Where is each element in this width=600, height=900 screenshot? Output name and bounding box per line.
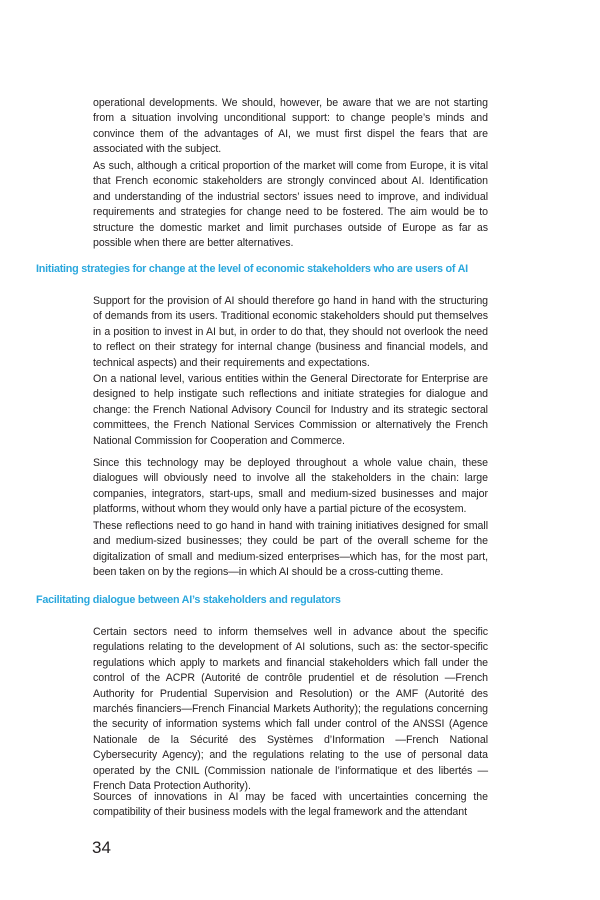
paragraph-training-initiatives: These reflections need to go hand in hand with training initiatives designed for small and medium-sized businesses; they could be part of the overall scheme for the digitalization of small and medium-sized enterprises—which has, for the most part, been taken on by the regions—in which AI should be a cross-cutting theme. — [93, 520, 488, 579]
paragraph-regulations: Certain sectors need to inform themselves well in advance about the specific regulations relating to the development of AI solutions, such as: the sector-specific regulations which apply to markets and financial stakeholders which fall under the control of the ACPR (Autorité de contrôle prudentiel et de résolution —French Authority for Prudential Supervision and Resolution) or the AMF (Autorité des marchés financiers—French Financial Markets Authority); the regulations concerning the security of information systems which fall under control of the ANSSI (Agence Nationale de la Sécurité des Systèmes d’Information —French National Cybersecurity Agency); and the regulations relating to the use of personal data operated by the CNIL (Commission nationale de l’informatique et des libertés — French Data Protection Authority). — [93, 626, 488, 793]
section-heading-initiating-strategies: Initiating strategies for change at the level of economic stakeholders who are users of AI — [36, 263, 468, 275]
paragraph-national-level: On a national level, various entities within the General Directorate for Enterprise are designed to help instigate such reflections and initiate strategies for dialogue and change: the French National Advisory Council for Industry and its strategic sectoral committees, the French National Services Commission or alternatively the French National Commission for Cooperation and Commerce. — [93, 373, 488, 447]
paragraph-market-europe: As such, although a critical proportion of the market will come from Europe, it is vital that French economic stakeholders are strongly convinced about AI. Identification and understanding of the industrial sectors’ issues need to improve, and individual requirements and strategies for change need to be fostered. The aim would be to structure the domestic market and limit purchases outside of Europe as far as possible when there are better alternatives. — [93, 160, 488, 250]
paragraph-sources-of-innovation: Sources of innovations in AI may be faced with uncertainties concerning the compatibility of their business models with the legal framework and the attendant — [93, 791, 488, 819]
paragraph-value-chain: Since this technology may be deployed throughout a whole value chain, these dialogues will obviously need to involve all the stakeholders in the chain: large companies, integrators, start-ups, small and medium-sized businesses and major platforms, without whom they would only have a partial picture of the ecosystem. — [93, 457, 488, 516]
paragraph-support-provision: Support for the provision of AI should therefore go hand in hand with the structuring of demands from its users. Traditional economic stakeholders should put themselves in a position to invest in AI but, in order to do that, they should not overlook the need to reflect on their strategy for internal change (business and financial models, and technical aspects) and their requirements and expectations. — [93, 295, 488, 369]
paragraph-operational-developments: operational developments. We should, however, be aware that we are not starting from a situation involving unconditional support: to change people’s minds and convince them of the advantages of AI, we must first dispel the fears that are associated with the subject. — [93, 97, 488, 156]
page-number: 34 — [92, 838, 111, 857]
section-heading-facilitating-dialogue: Facilitating dialogue between AI’s stakeholders and regulators — [36, 594, 341, 606]
